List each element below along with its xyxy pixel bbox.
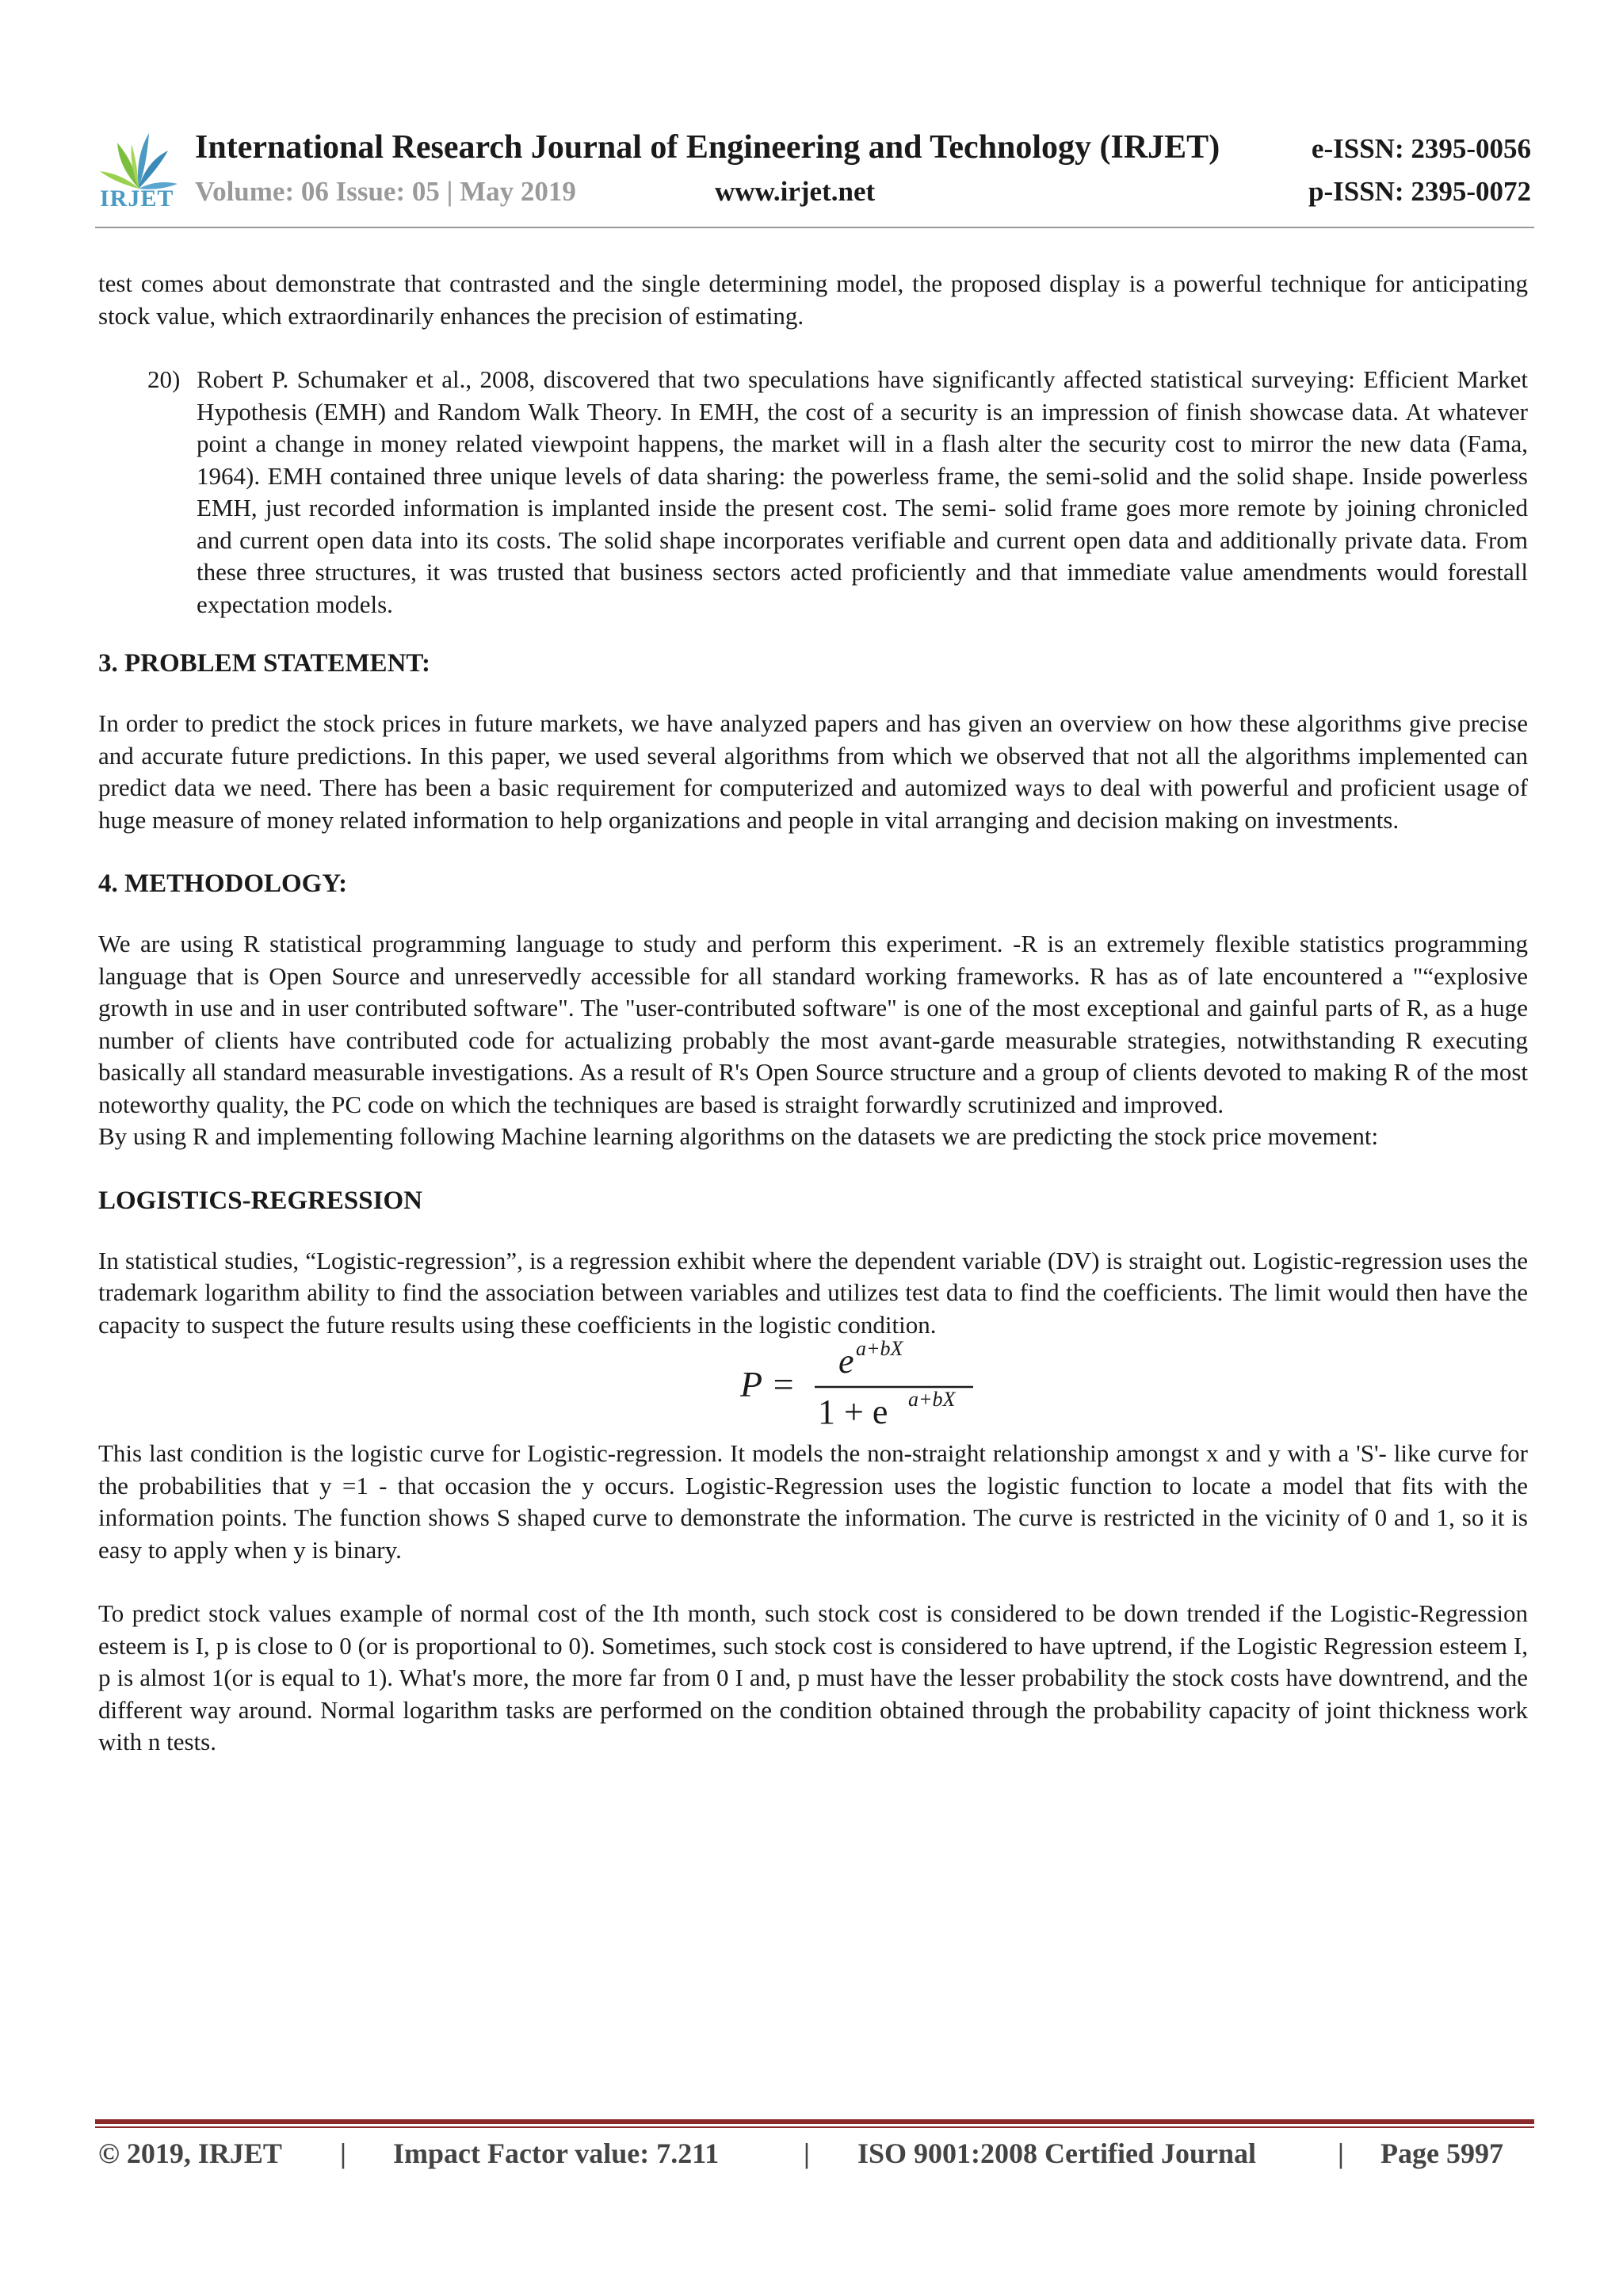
volume-issue: Volume: 06 Issue: 05 | May 2019 bbox=[195, 176, 576, 207]
logistic-formula-graphic bbox=[735, 1339, 989, 1435]
footer-separator: | bbox=[804, 2137, 810, 2169]
section-heading-methodology: 4. METHODOLOGY: bbox=[98, 869, 348, 898]
footer-impact-factor: Impact Factor value: 7.211 bbox=[393, 2137, 720, 2169]
reference-text: Robert P. Schumaker et al., 2008, discovered that two speculations have significantly affected statistical surveying: Efficient Market Hypothesis (EMH) and Random Walk Theory. In EMH, the cost of a security is an impression of finish showcase data. At whatever point a change in money related viewpoint happens, the market will in a flash alter the security cost to mirror the new data (Fama, 1964). EMH contained three unique levels of data sharing: the powerless frame, the semi-solid and the solid shape. Inside powerless EMH, just recorded information is implanted inside the present cost. The semi- solid frame goes more remote by joining chronicled and current open data into its costs. The solid shape incorporates verifiable and current open data and additionally private data. From these three structures, it was trusted that business sectors acted proficiently and that immediate value amendments would forestall expectation models. bbox=[197, 365, 1528, 618]
formula-numerator-exponent: a+bX bbox=[856, 1339, 903, 1360]
eissn: e-ISSN: 2395-0056 bbox=[1311, 133, 1531, 164]
problem-statement-paragraph: In order to predict the stock prices in future markets, we have analyzed papers and has given an overview on how these algorithms give precise and accurate future predictions. In this paper, we used several algorithms from which we observed that not all the algorithms implemented can predict data we need. There has been a basic requirement for computerized and automized ways to deal with powerful and proficient usage of huge measure of money related information to help organizations and people in vital arranging and decision making on investments. bbox=[98, 709, 1528, 834]
footer-divider-thin bbox=[95, 2126, 1534, 2128]
formula-denominator: 1 + e bbox=[818, 1392, 888, 1431]
paragraph-gap bbox=[98, 1566, 1528, 1598]
logistic-formula bbox=[98, 1339, 1528, 1435]
section-heading-problem-statement: 3. PROBLEM STATEMENT: bbox=[98, 649, 430, 678]
logo-text: IRJET bbox=[100, 185, 174, 212]
page-header bbox=[95, 111, 1531, 230]
footer-copyright: © 2019, IRJET bbox=[98, 2137, 282, 2169]
footer-divider bbox=[95, 2119, 1534, 2124]
reference-item bbox=[147, 364, 1528, 621]
methodology-paragraph-2: By using R and implementing following Machine learning algorithms on the datasets we are predicting the stock price movement: bbox=[98, 1122, 1379, 1150]
website-link[interactable]: www.irjet.net bbox=[715, 176, 876, 207]
formula-numerator-base: e bbox=[838, 1342, 854, 1381]
page-footer bbox=[98, 2137, 1525, 2178]
footer-separator: | bbox=[1338, 2137, 1344, 2169]
methodology-paragraph: We are using R statistical programming language to study and perform this experiment. -R is an extremely flexible statistics programming language that is Open Source and unreservedly accessible for all standard working frameworks. R has as of late encountered a "“explosive growth in use and in user contributed software". The "user-contributed software" is one of the most exceptional and gainful parts of R, as a huge number of clients have contributed code for actualizing probably the most avant-garde measurable strategies, notwithstanding R executing basically all standard measurable investigations. As a result of R's Open Source structure and a group of clients devoted to making R of the most noteworthy quality, the PC code on which the techniques are based is straight forwardly scrutinized and improved. bbox=[98, 930, 1528, 1118]
journal-title: International Research Journal of Engineering and Technology (IRJET) bbox=[195, 129, 1220, 166]
formula-denominator-exponent: a+bX bbox=[908, 1388, 956, 1411]
header-divider bbox=[95, 227, 1534, 228]
pissn: p-ISSN: 2395-0072 bbox=[1308, 176, 1531, 207]
continuation-paragraph: test comes about demonstrate that contrasted and the single determining model, the proposed display is a powerful technique for anticipating stock value, which extraordinarily enhances the precision of estimating. bbox=[98, 269, 1528, 330]
logistics-paragraph-1: In statistical studies, “Logistic-regression”, is a regression exhibit where the dependent variable (DV) is straight out. Logistic-regression uses the trademark logarithm ability to find the association between variables and utilizes test data to find the coefficients. The limit would then have the capacity to suspect the future results using these coefficients in the logistic condition. bbox=[98, 1246, 1528, 1339]
reference-number: 20) bbox=[147, 365, 181, 393]
logistics-paragraph-3: To predict stock values example of normal cost of the Ith month, such stock cost is considered to be down trended if the Logistic-Regression esteem is I, p is close to 0 (or is proportional to 0). Sometimes, such stock cost is considered to have uptrend, if the Logistic Regression esteem I, p is almost 1(or is equal to 1). What's more, the more far from 0 I and, p must have the lesser probability the stock costs have downtrend, and the different way around. Normal logarithm tasks are performed on the condition obtained through the probability capacity of joint thickness work with n tests. bbox=[98, 1599, 1528, 1755]
logistics-paragraph-2: This last condition is the logistic curve for Logistic-regression. It models the non-straight relationship amongst x and y with a 'S'- like curve for the probabilities that y =1 - that occasion the y occurs. Logistic-Regression uses the logistic function to locate a model that fits with the information points. The function shows S shaped curve to demonstrate the information. The curve is restricted in the vicinity of 0 and 1, so it is easy to apply when y is binary. bbox=[98, 1439, 1528, 1564]
section-heading-logistics-regression: LOGISTICS-REGRESSION bbox=[98, 1186, 422, 1215]
page-body bbox=[98, 268, 1528, 1759]
footer-separator: | bbox=[340, 2137, 346, 2169]
footer-page-number: Page 5997 bbox=[1381, 2137, 1503, 2169]
footer-iso: ISO 9001:2008 Certified Journal bbox=[857, 2137, 1256, 2169]
formula-lhs: P = bbox=[740, 1364, 796, 1404]
